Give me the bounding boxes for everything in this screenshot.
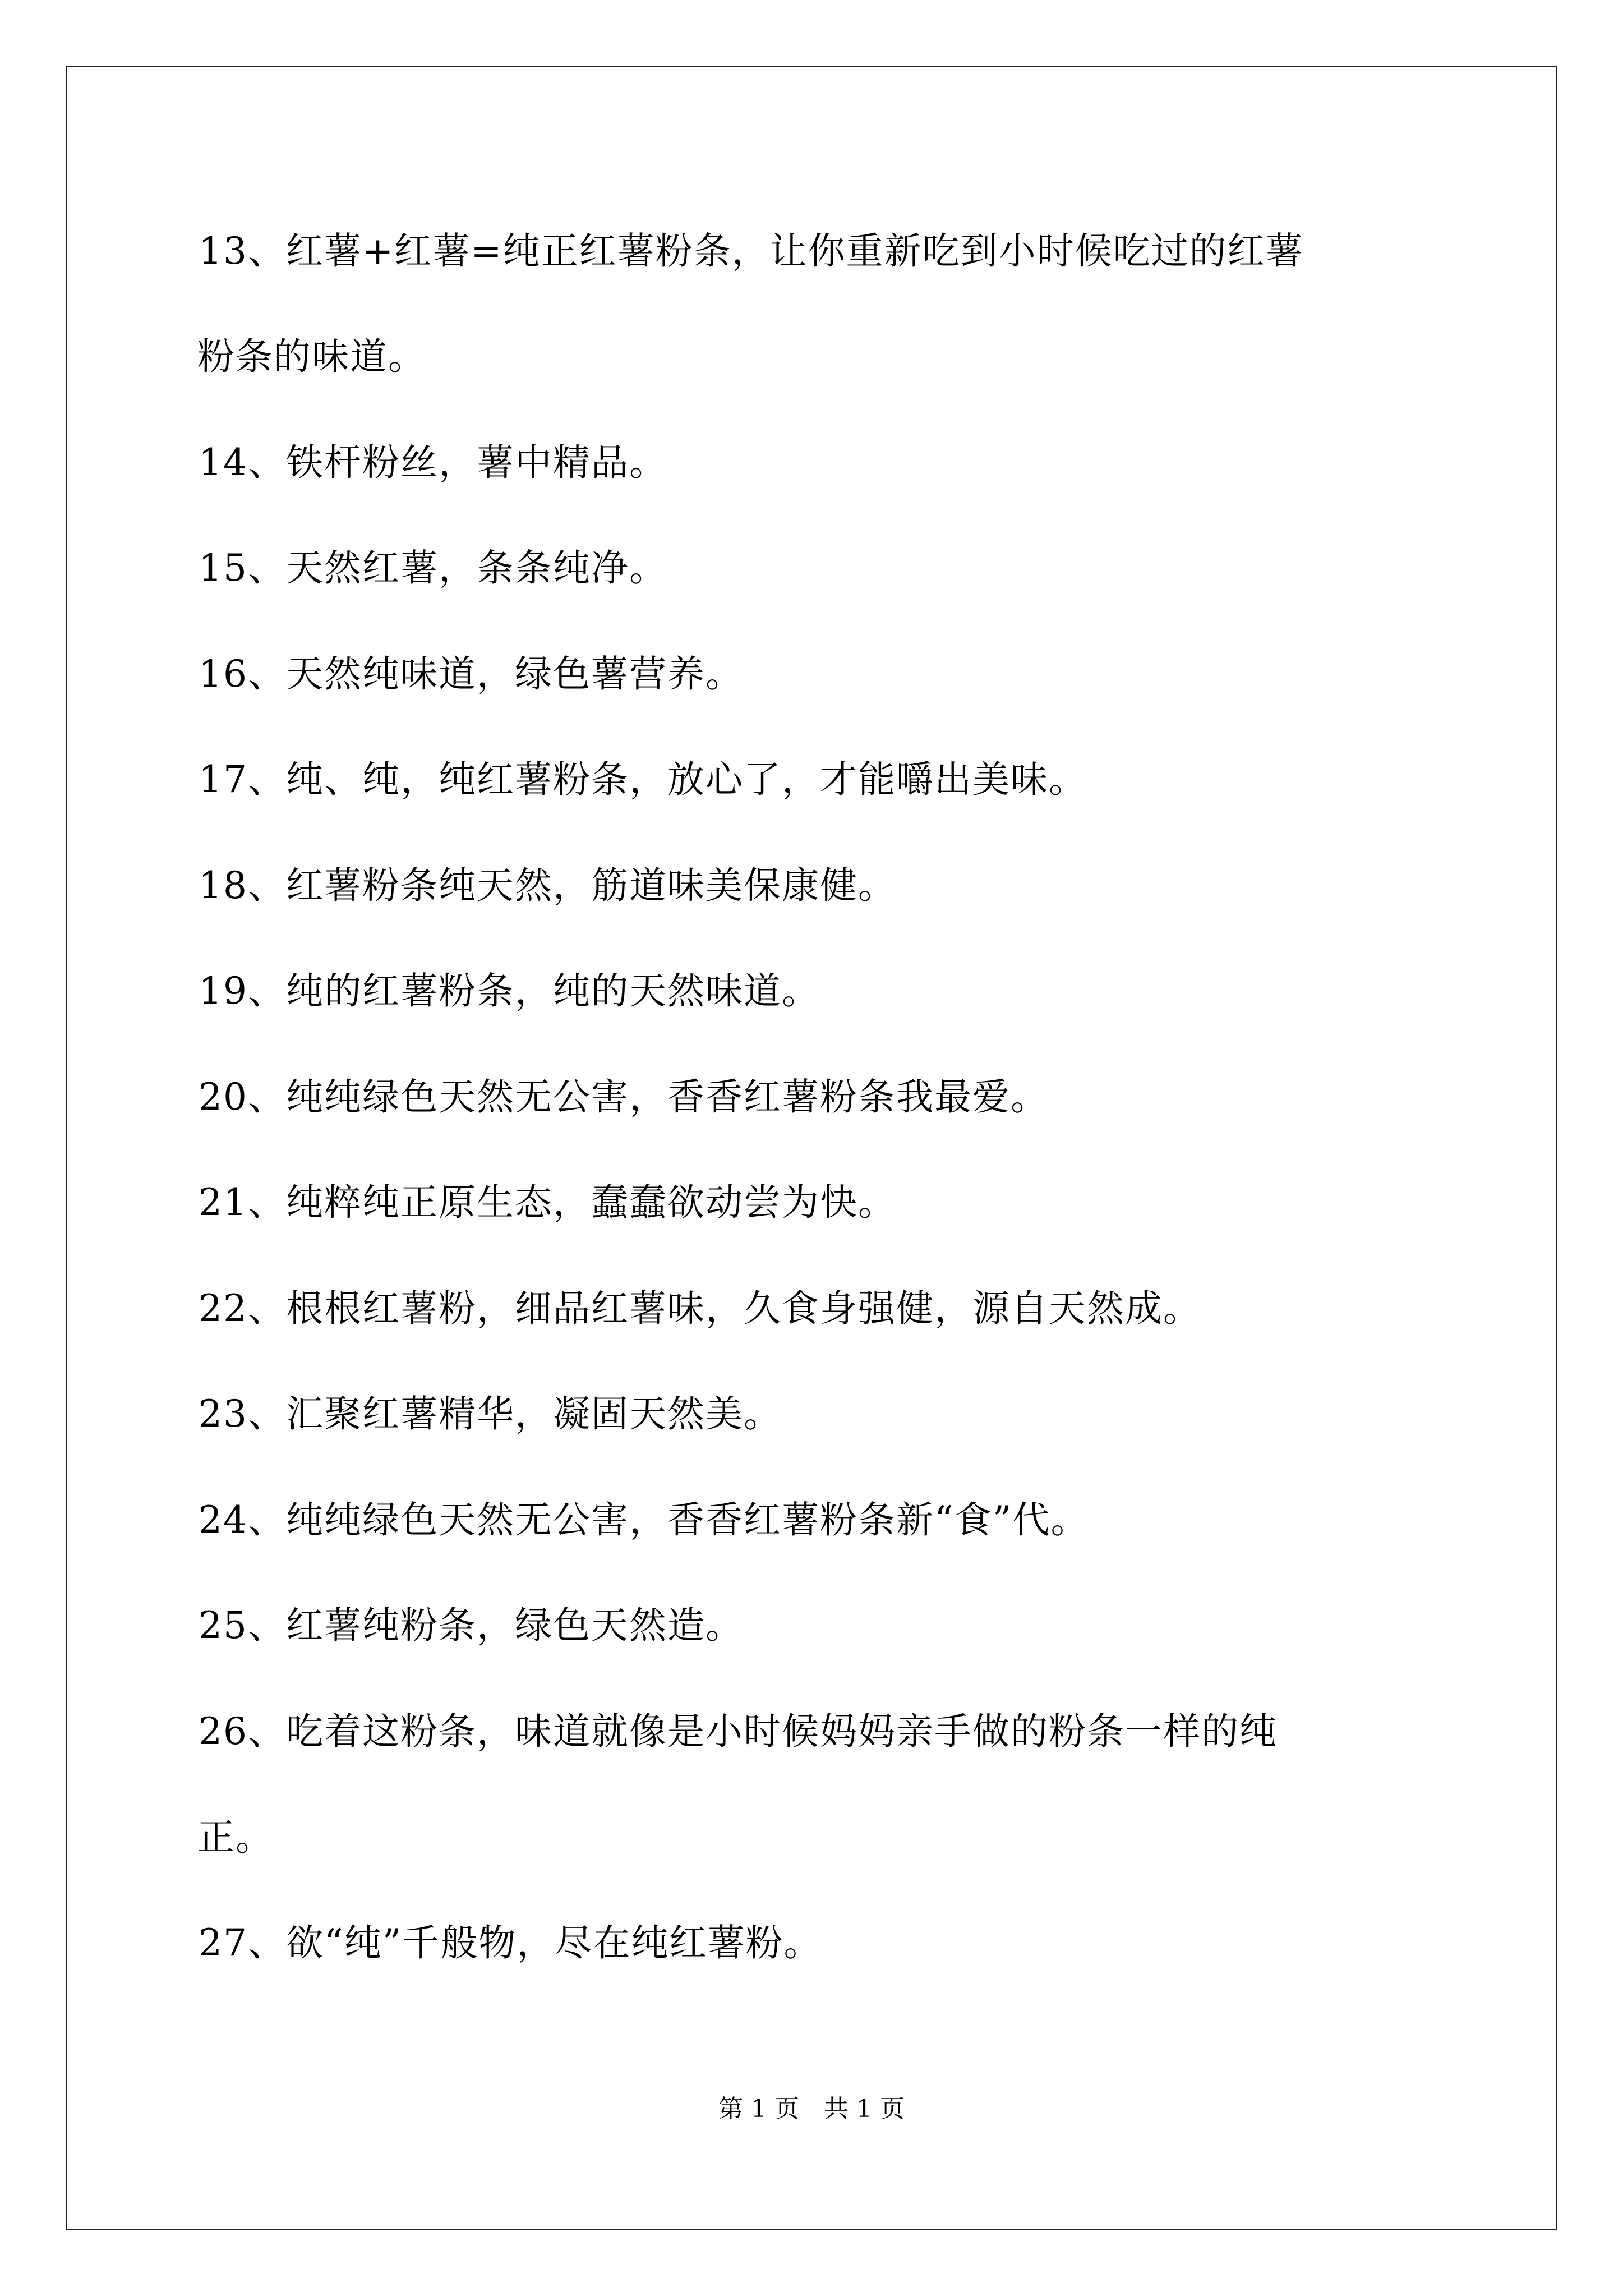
paragraph-20: 20、纯纯绿色天然无公害，香香红薯粉条我最爱。 [199,1075,1049,1119]
paragraph-18: 18、红薯粉条纯天然，筋道味美保康健。 [199,864,896,907]
paragraph-27: 27、欲“纯”千般物，尽在纯红薯粉。 [199,1921,822,1964]
paragraph-21: 21、纯粹纯正原生态，蠢蠢欲动尝为快。 [199,1181,896,1224]
paragraph-25: 25、红薯纯粉条，绿色天然造。 [199,1604,744,1647]
page-border [66,66,1557,2230]
paragraph-23: 23、汇聚红薯精华，凝固天然美。 [199,1392,782,1435]
paragraph-14: 14、铁杆粉丝，薯中精品。 [199,441,667,484]
paragraph-22: 22、根根红薯粉，细品红薯味，久食身强健，源自天然成。 [199,1287,1201,1330]
paragraph-13-line-2: 粉条的味道。 [197,335,426,378]
paragraph-26-line-1: 26、吃着这粉条，味道就像是小时候妈妈亲手做的粉条一样的纯 [199,1710,1278,1753]
paragraph-17: 17、纯、纯，纯红薯粉条，放心了，才能嚼出美味。 [199,758,1087,801]
paragraph-26-line-2: 正。 [197,1816,274,1859]
page-footer: 第 1 页 共 1 页 [718,2095,905,2123]
paragraph-13-line-1: 13、红薯+红薯=纯正红薯粉条，让你重新吃到小时候吃过的红薯 [199,229,1304,273]
paragraph-19: 19、纯的红薯粉条，纯的天然味道。 [199,969,820,1013]
paragraph-15: 15、天然红薯，条条纯净。 [199,546,667,590]
paragraph-24: 24、纯纯绿色天然无公害，香香红薯粉条新“食”代。 [199,1498,1089,1542]
paragraph-16: 16、天然纯味道，绿色薯营养。 [199,652,744,696]
